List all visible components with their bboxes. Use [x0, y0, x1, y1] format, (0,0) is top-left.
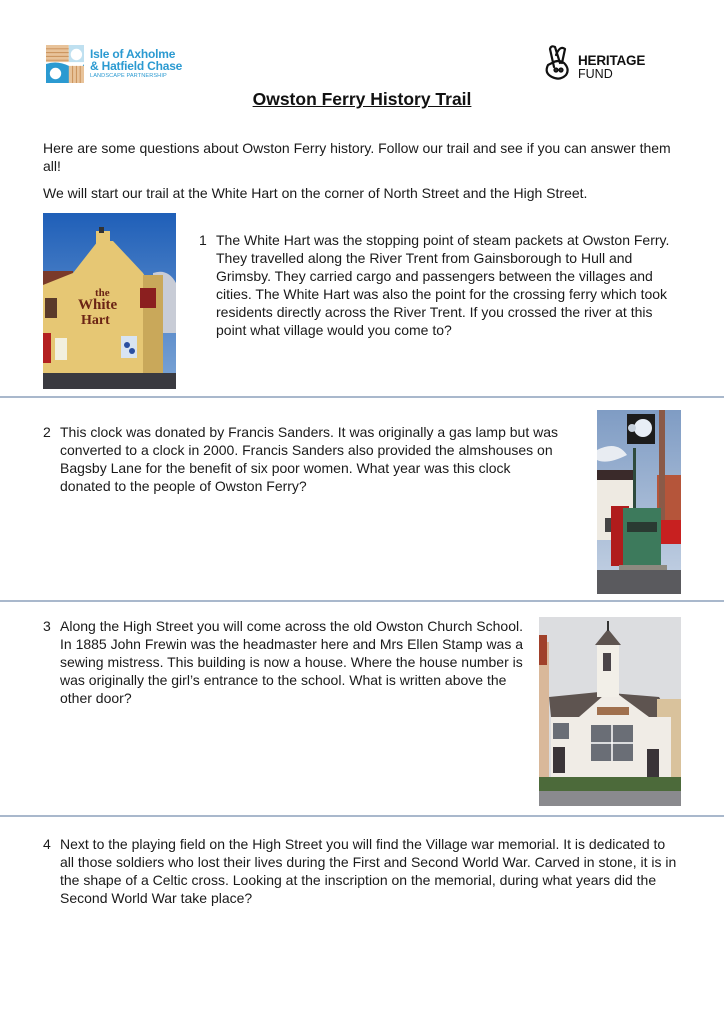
crossed-fingers-hand-icon	[542, 43, 576, 83]
question-4	[43, 835, 683, 907]
heritage-fund-logo	[542, 42, 652, 84]
logo-line-1: Isle of Axholme	[90, 47, 176, 62]
church-school-photo	[539, 617, 681, 806]
logo-line-3: LANDSCAPE PARTNERSHIP	[90, 73, 167, 80]
fund-text: FUND	[578, 66, 613, 81]
svg-text:Hart: Hart	[81, 313, 110, 328]
clock-photo	[597, 410, 681, 594]
logo-line-2: & Hatfield Chase	[90, 59, 183, 74]
white-hart-photo	[43, 213, 176, 389]
svg-text:White: White	[78, 297, 118, 313]
axholme-landscape-logo-icon	[46, 45, 84, 83]
question-number: 3	[43, 618, 51, 634]
page-title: Owston Ferry History Trail	[252, 89, 472, 109]
question-number: 1	[199, 232, 207, 248]
question-3	[43, 617, 525, 707]
question-text: This clock was donated by Francis Sanders. It was originally a gas lamp but was converted to a clock in 2000. Francis Sanders also provided the almshouses on Bagsby Lane for the benefit of six poor women. What year was this clock donated to the people of Owston Ferry?	[60, 424, 559, 494]
section-divider	[0, 815, 724, 817]
question-text: The White Hart was the stopping point of steam packets at Owston Ferry. They travelled along the River Trent from Gainsborough to Hull and Grimsby. They carried cargo and passengers between the villages and cities. The White Hart was also the point for the crossing ferry which took residents directly across the River Trent. If you crossed the river at this point what village would you come to?	[216, 232, 670, 338]
question-text: Along the High Street you will come across the old Owston Church School. In 1885 John Frewin was the headmaster here and Mrs Ellen Stamp was a sewing mistress. This building is now a house. Where the house number is was originally the girl’s entrance to the school. What is written above the other door?	[60, 618, 524, 706]
intro-paragraph-1: Here are some questions about Owston Ferry history. Follow our trail and see if you can answer them all!	[43, 140, 671, 174]
question-number: 2	[43, 424, 51, 440]
question-2	[43, 423, 563, 495]
axholme-logo	[46, 44, 186, 84]
question-number: 4	[43, 836, 51, 852]
section-divider	[0, 396, 724, 398]
heritage-text: HERITAGE	[578, 53, 646, 68]
section-divider	[0, 600, 724, 602]
svg-text:the: the	[95, 287, 110, 299]
intro-paragraph-2: We will start our trail at the White Hart on the corner of North Street and the High Street.	[43, 185, 588, 201]
question-text: Next to the playing field on the High Street you will find the Village war memorial. It is dedicated to all those soldiers who lost their lives during the First and Second World War. Carved in stone, it is in the shape of a Celtic cross. Looking at the inscription on the memorial, during what years did the Second World War take place?	[60, 836, 677, 906]
question-1	[199, 231, 679, 339]
